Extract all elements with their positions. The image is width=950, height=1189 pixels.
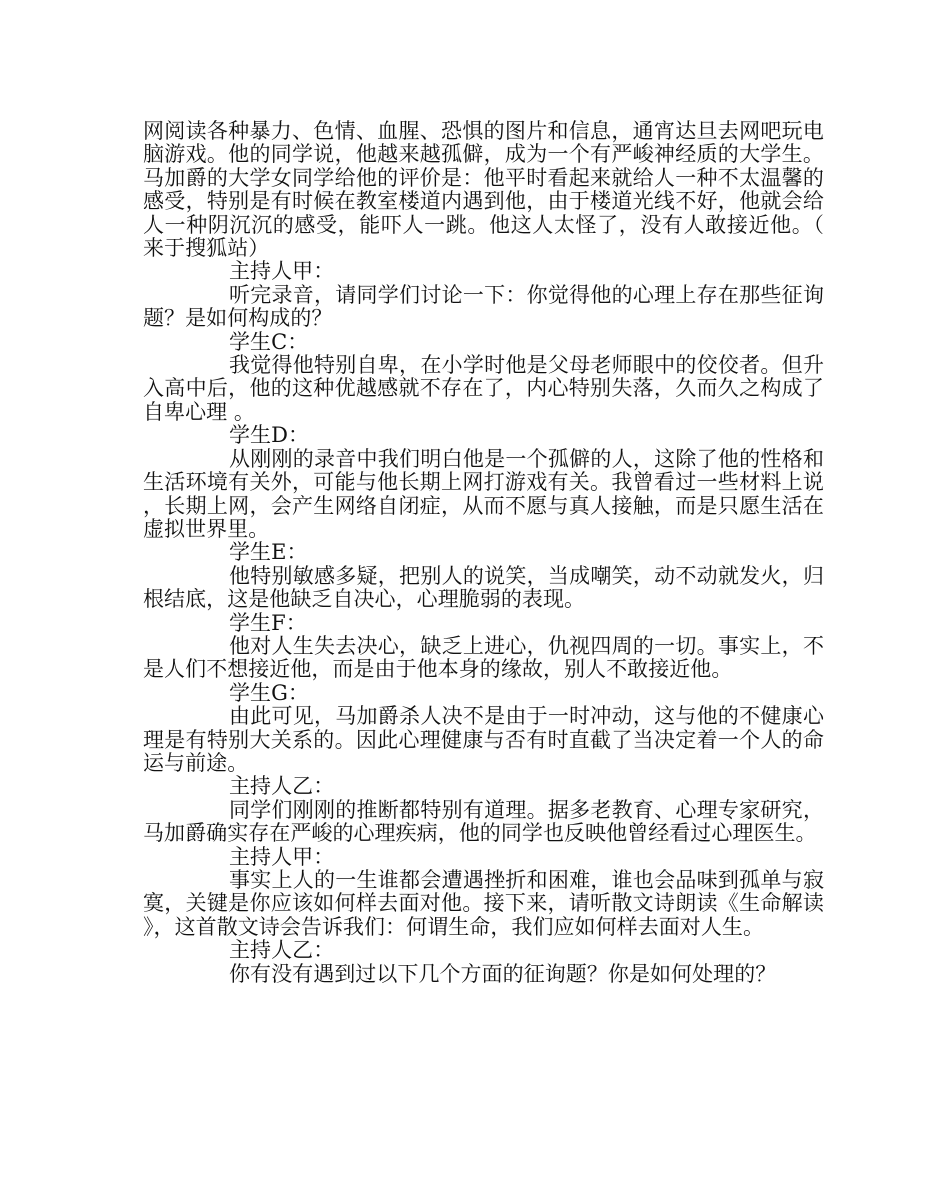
paragraph-8: 他特别敏感多疑，把别人的说笑，当成嘲笑，动不动就发火，归根结底，这是他缺乏自决心，心理脆弱的表现。 <box>143 563 824 612</box>
paragraph-2: 听完录音，请同学们讨论一下：你觉得他的心理上存在那些征询题？是如何构成的？ <box>143 282 824 331</box>
document-body <box>143 120 824 986</box>
speaker-label: 主持人乙： <box>229 938 335 963</box>
speaker-label: 学生E： <box>229 540 308 565</box>
paragraph-0: 网阅读各种暴力、色情、血腥、恐惧的图片和信息，通宵达旦去网吧玩电脑游戏。他的同学说，他越来越孤僻，成为一个有严峻神经质的大学生。马加爵的大学女同学给他的评价是：他平时看起来就给人一种不太温馨的感受，特别是有时候在教室楼道内遇到他，由于楼道光线不好，他就会给人一种阴沉沉的感受，能吓人一跳。他这人太怪了，没有人敢接近他。（来于搜狐站） <box>143 119 824 261</box>
speaker-label: 主持人甲： <box>229 259 335 284</box>
paragraph-16: 事实上人的一生谁都会遭遇挫折和困难，谁也会品味到孤单与寂寞，关键是你应该如何样去面对他。接下来，请听散文诗朗读《生命解读》，这首散文诗会告诉我们：何谓生命，我们应如何样去面对人生。 <box>143 868 824 939</box>
speaker-label: 学生F： <box>229 610 307 635</box>
paragraph-14: 同学们刚刚的推断都特别有道理。据多老教育、心理专家研究，马加爵确实存在严峻的心理疾病，他的同学也反映他曾经看过心理医生。 <box>143 797 824 846</box>
paragraph-6: 从刚刚的录音中我们明白他是一个孤僻的人，这除了他的性格和生活环境有关外，可能与他长期上网打游戏有关。我曾看过一些材料上说，长期上网，会产生网络自闭症，从而不愿与真人接触，而是只愿生活在虚拟世界里。 <box>143 446 824 541</box>
speaker-label: 学生G： <box>229 680 309 705</box>
speaker-label: 学生D： <box>229 423 310 448</box>
paragraph-10: 他对人生失去决心，缺乏上进心，仇视四周的一切。事实上，不是人们不想接近他，而是由于他本身的缘故，别人不敢接近他。 <box>143 633 824 682</box>
paragraph-12: 由此可见，马加爵杀人决不是由于一时冲动，这与他的不健康心理是有特别大关系的。因此心理健康与否有时直截了当决定着一个人的命运与前途。 <box>143 704 824 775</box>
paragraph-18: 你有没有遇到过以下几个方面的征询题？你是如何处理的？ <box>229 961 777 986</box>
speaker-label: 学生C： <box>229 329 309 354</box>
paragraph-4: 我觉得他特别自卑，在小学时他是父母老师眼中的佼佼者。但升入高中后，他的这种优越感就不存在了，内心特别失落，久而久之构成了自卑心理 。 <box>143 353 824 424</box>
speaker-label: 主持人甲： <box>229 844 335 869</box>
speaker-label: 主持人乙： <box>229 774 335 799</box>
